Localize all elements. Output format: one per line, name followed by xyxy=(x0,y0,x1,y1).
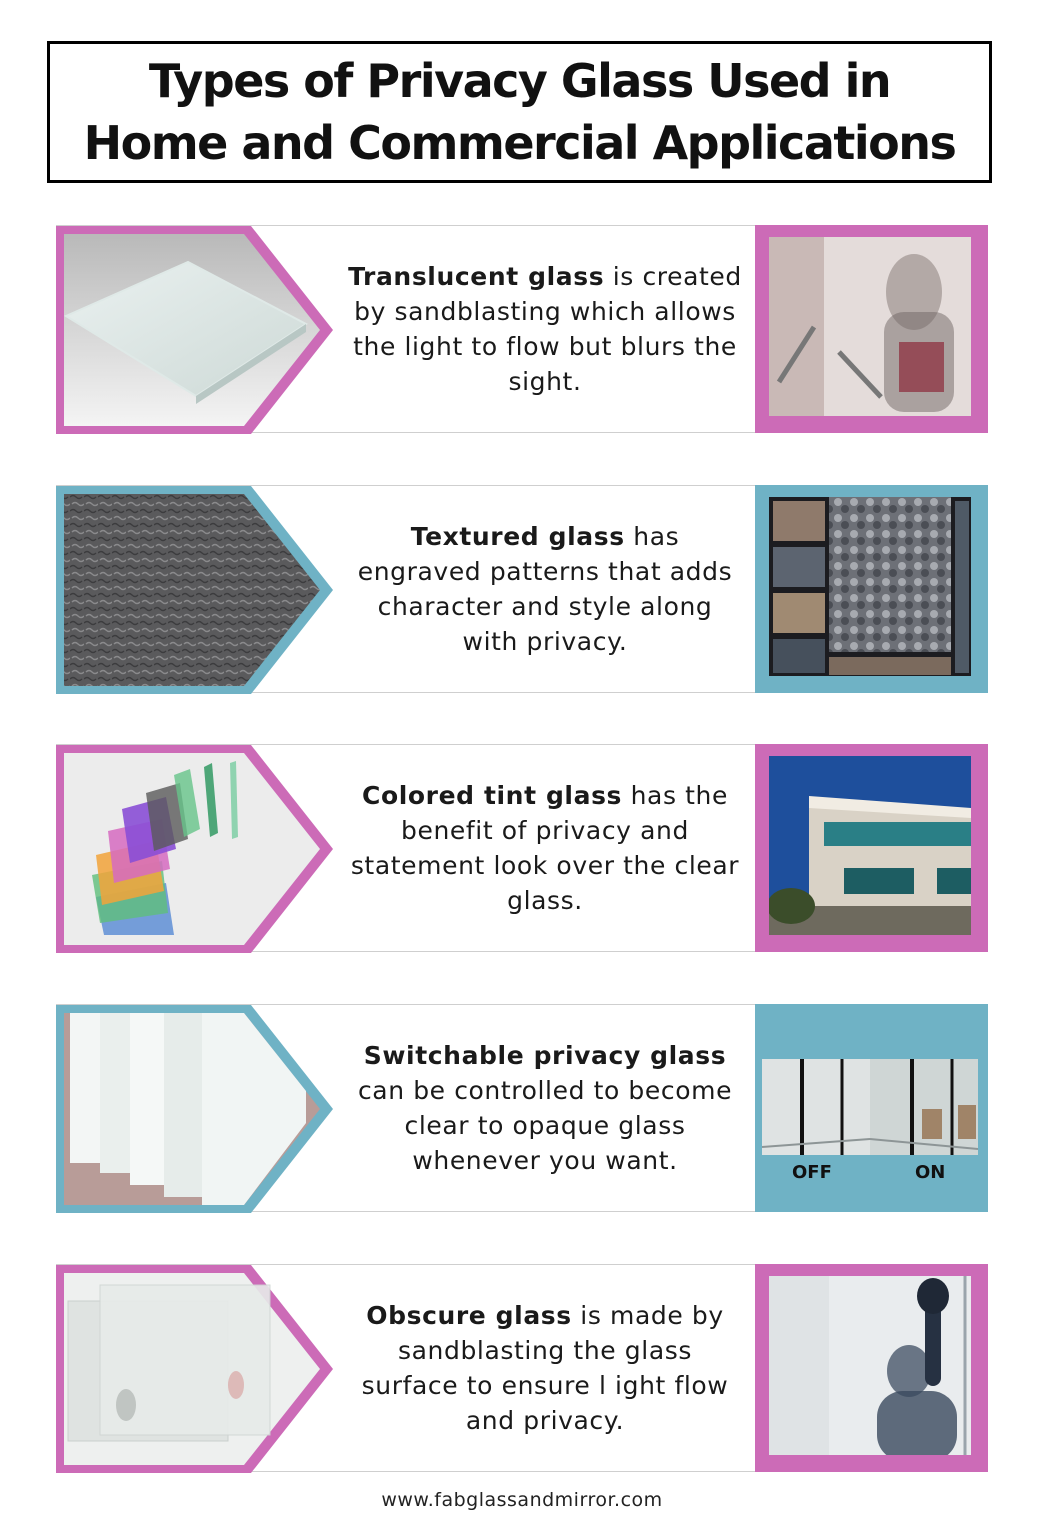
glass-type-row-textured xyxy=(56,485,988,693)
glass-type-row-switchable xyxy=(56,1004,988,1212)
title-box xyxy=(47,41,992,183)
textured-glass-window-image xyxy=(769,497,971,676)
obscure-glass-sheets-image xyxy=(56,1265,346,1473)
row-text: is made by sandblasting the glass surface to ensure l ight flow and privacy. xyxy=(361,1301,729,1435)
textured-glass-description xyxy=(346,486,744,692)
title-line-2: Home and Commercial Applications xyxy=(83,116,956,170)
colored-glass-samples-image xyxy=(56,745,346,953)
frosted-glass-panel-image xyxy=(56,226,346,434)
frosted-glass-door-image xyxy=(769,237,971,416)
right-image-frame xyxy=(755,485,988,693)
row-text: can be controlled to become clear to opaque glass whenever you want. xyxy=(357,1076,733,1175)
on-label: ON xyxy=(915,1162,946,1183)
colored-tint-glass-description xyxy=(346,745,744,951)
row-title: Colored tint glass xyxy=(362,781,623,810)
title-line-1: Types of Privacy Glass Used in xyxy=(148,54,891,108)
right-image-frame xyxy=(755,1004,988,1212)
tinted-office-building-image xyxy=(769,756,971,935)
translucent-glass-description xyxy=(346,226,744,432)
switchable-privacy-glass-description xyxy=(346,1005,744,1211)
row-title: Translucent glass xyxy=(348,262,605,291)
glass-type-row-colored-tint xyxy=(56,744,988,952)
right-image-frame xyxy=(755,225,988,433)
silhouette-behind-obscure-glass-image xyxy=(769,1276,971,1455)
switchable-glass-office-image xyxy=(762,1059,978,1155)
right-image-frame xyxy=(755,1264,988,1472)
right-image-frame xyxy=(755,744,988,952)
obscure-glass-description xyxy=(346,1265,744,1471)
glass-type-row-obscure xyxy=(56,1264,988,1472)
row-text: has the benefit of privacy and statement look over the clear glass. xyxy=(350,781,740,915)
row-title: Textured glass xyxy=(410,522,625,551)
switchable-glass-panels-image xyxy=(56,1005,346,1213)
row-text: has engraved patterns that adds character and style along with privacy. xyxy=(357,522,733,656)
switch-state-labels xyxy=(755,1162,988,1188)
off-label: OFF xyxy=(792,1162,832,1183)
website-footer[interactable]: www.fabglassandmirror.com xyxy=(381,1489,663,1511)
glass-type-row-translucent xyxy=(56,225,988,433)
textured-glass-sample-image xyxy=(56,486,346,694)
row-text: is created by sandblasting which allows the light to flow but blurs the sight. xyxy=(353,262,742,396)
page-title xyxy=(84,50,956,174)
row-title: Switchable privacy glass xyxy=(363,1041,727,1070)
row-title: Obscure glass xyxy=(366,1301,572,1330)
